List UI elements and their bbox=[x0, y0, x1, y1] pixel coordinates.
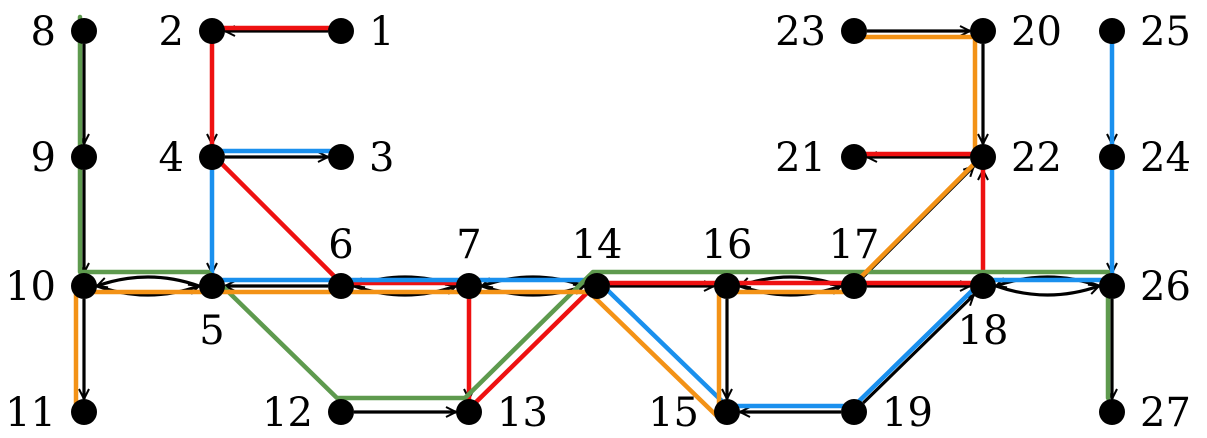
node-label-27: 27 bbox=[1140, 390, 1191, 436]
node-label-24: 24 bbox=[1140, 135, 1191, 181]
edge-18-to-26 bbox=[996, 286, 1099, 295]
node-label-17: 17 bbox=[828, 222, 880, 268]
node-label-10: 10 bbox=[5, 264, 56, 310]
node-labels-layer bbox=[5, 9, 1191, 436]
node-label-23: 23 bbox=[775, 9, 826, 55]
node-label-13: 13 bbox=[497, 390, 548, 436]
edge-5-to-10 bbox=[97, 277, 199, 286]
node-2 bbox=[199, 18, 225, 44]
node-label-11: 11 bbox=[5, 390, 56, 436]
node-19 bbox=[841, 399, 867, 425]
node-label-15: 15 bbox=[648, 390, 699, 436]
node-label-16: 16 bbox=[701, 222, 753, 268]
node-14 bbox=[584, 273, 610, 299]
node-15 bbox=[714, 399, 740, 425]
node-17 bbox=[841, 273, 867, 299]
node-13 bbox=[456, 399, 482, 425]
node-label-19: 19 bbox=[882, 390, 933, 436]
node-8 bbox=[71, 18, 97, 44]
node-label-25: 25 bbox=[1140, 9, 1191, 55]
node-10 bbox=[71, 273, 97, 299]
node-23 bbox=[841, 18, 867, 44]
colored-paths-layer bbox=[76, 17, 1112, 418]
node-6 bbox=[328, 273, 354, 299]
node-label-7: 7 bbox=[456, 222, 482, 268]
node-label-8: 8 bbox=[30, 9, 56, 55]
node-24 bbox=[1099, 144, 1125, 170]
node-12 bbox=[328, 399, 354, 425]
node-25 bbox=[1099, 18, 1125, 44]
node-label-1: 1 bbox=[369, 9, 395, 55]
node-label-14: 14 bbox=[571, 222, 623, 268]
node-label-12: 12 bbox=[262, 390, 313, 436]
node-4 bbox=[199, 144, 225, 170]
node-label-6: 6 bbox=[328, 222, 354, 268]
node-1 bbox=[328, 18, 354, 44]
node-21 bbox=[841, 144, 867, 170]
node-3 bbox=[328, 144, 354, 170]
node-label-2: 2 bbox=[158, 9, 184, 55]
node-18 bbox=[970, 273, 996, 299]
node-27 bbox=[1099, 399, 1125, 425]
node-label-9: 9 bbox=[30, 135, 56, 181]
node-9 bbox=[71, 144, 97, 170]
node-label-21: 21 bbox=[775, 135, 826, 181]
node-22 bbox=[970, 144, 996, 170]
node-label-4: 4 bbox=[158, 135, 184, 181]
node-label-3: 3 bbox=[369, 135, 395, 181]
node-label-20: 20 bbox=[1011, 9, 1062, 55]
node-20 bbox=[970, 18, 996, 44]
green-path bbox=[80, 17, 1108, 398]
node-26 bbox=[1099, 273, 1125, 299]
node-label-22: 22 bbox=[1011, 135, 1062, 181]
node-5 bbox=[199, 273, 225, 299]
node-7 bbox=[456, 273, 482, 299]
node-label-18: 18 bbox=[957, 308, 1009, 354]
node-11 bbox=[71, 399, 97, 425]
node-16 bbox=[714, 273, 740, 299]
red-path bbox=[212, 28, 983, 409]
node-label-5: 5 bbox=[199, 308, 225, 354]
node-label-26: 26 bbox=[1140, 264, 1191, 310]
